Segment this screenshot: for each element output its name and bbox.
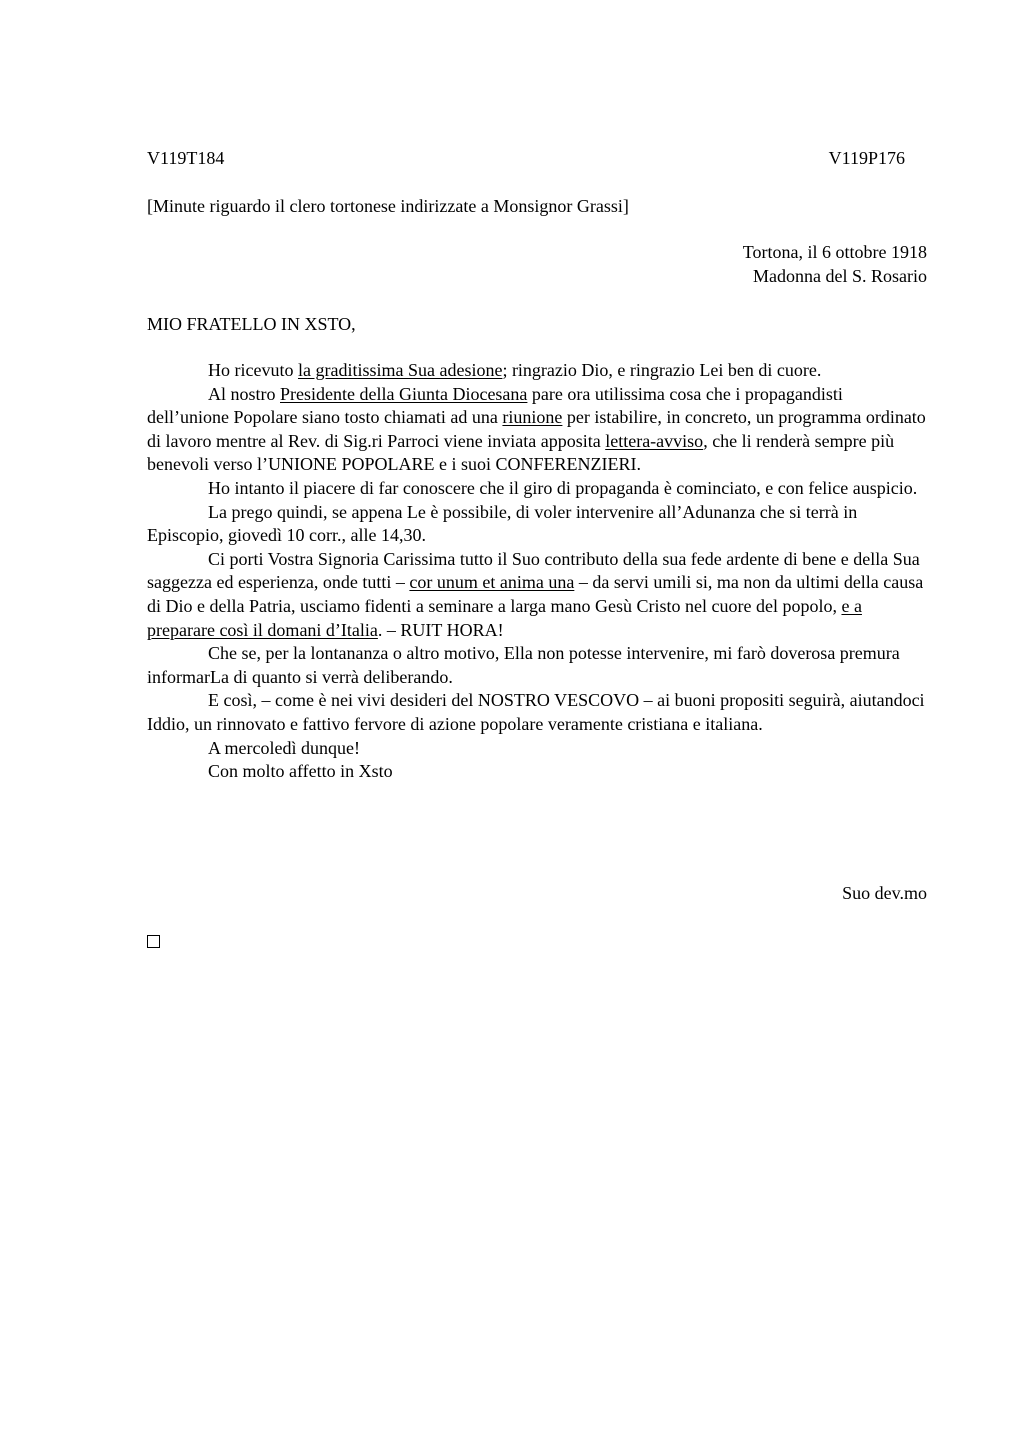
underlined-phrase: Presidente della Giunta Diocesana [280, 383, 528, 404]
letter-body [147, 359, 927, 784]
signoff: Suo dev.mo [842, 883, 927, 903]
paragraph-3: Ho intanto il piacere di far conoscere che il giro di propaganda è cominciato, e con felice auspicio. [208, 477, 918, 498]
document-page [147, 0, 927, 1449]
paragraph-8: A mercoledì dunque! [208, 737, 360, 758]
text-span: . – RUIT HORA! [377, 619, 504, 640]
text-span: Ho ricevuto [208, 360, 298, 380]
paragraph-2 [147, 383, 927, 477]
salutation: MIO FRATELLO IN XSTO, [147, 314, 356, 334]
underlined-phrase: cor unum et anima una [409, 572, 575, 593]
underlined-phrase: la graditissima Sua adesione [297, 360, 503, 380]
code-right: V119P176 [828, 148, 905, 168]
underlined-phrase: e a preparare così il domani d’Italia [147, 595, 862, 640]
place-date: Tortona, il 6 ottobre 1918 [742, 242, 927, 262]
underlined-phrase: lettera-avviso [605, 430, 704, 451]
paragraph-7: E così, – come è nei vivi desideri del NOSTRO VESCOVO – ai buoni propositi seguirà, aiutandoci Iddio, un rinnovato e fattivo fervore di azione popolare veramente cristiana e italiana. [147, 690, 925, 734]
code-left: V119T184 [147, 148, 225, 168]
paragraph-4: La prego quindi, se appena Le è possibile, di voler intervenire all’Adunanza che si terrà in Episcopio, giovedì 10 corr., alle 14,30. [147, 501, 858, 546]
text-span: Ci porti Vostra Signoria Carissima tutto il Suo contributo della sua fede ardente di bene e della Sua saggezza ed esperienza, onde tutti – [147, 548, 920, 593]
paragraph-5 [147, 548, 927, 642]
paragraph-1 [147, 359, 927, 383]
text-span: , che li renderà sempre più benevoli verso l’UNIONE POPOLARE e i suoi CONFERENZIERI. [147, 430, 895, 475]
text-span: per istabilire, in concreto, un programma ordinato di lavoro mentre al Rev. di Sig.ri Parroci viene inviata apposita [147, 407, 926, 451]
paragraph-9: Con molto affetto in Xsto [208, 761, 393, 782]
underlined-phrase: riunione [502, 407, 563, 428]
text-span: ; ringrazio Dio, e ringrazio Lei ben di cuore. [502, 360, 822, 380]
text-span: pare ora utilissima cosa che i propagandisti dell’unione Popolare siano tosto chiamati ad una [147, 383, 843, 428]
checkbox-square [147, 935, 160, 948]
text-span: Al nostro [208, 383, 280, 404]
text-span: – da servi umili si, ma non da ultimi della causa di Dio e della Patria, usciamo fidenti a seminare a larga mano Gesù Cristo nel cuore del popolo, [147, 572, 924, 616]
paragraph-6: Che se, per la lontananza o altro motivo, Ella non potesse intervenire, mi farò doverosa premura informarLa di quanto si verrà deliberando. [147, 643, 900, 687]
feast-day: Madonna del S. Rosario [753, 266, 927, 286]
document-title: [Minute riguardo il clero tortonese indirizzate a Monsignor Grassi] [147, 196, 629, 216]
